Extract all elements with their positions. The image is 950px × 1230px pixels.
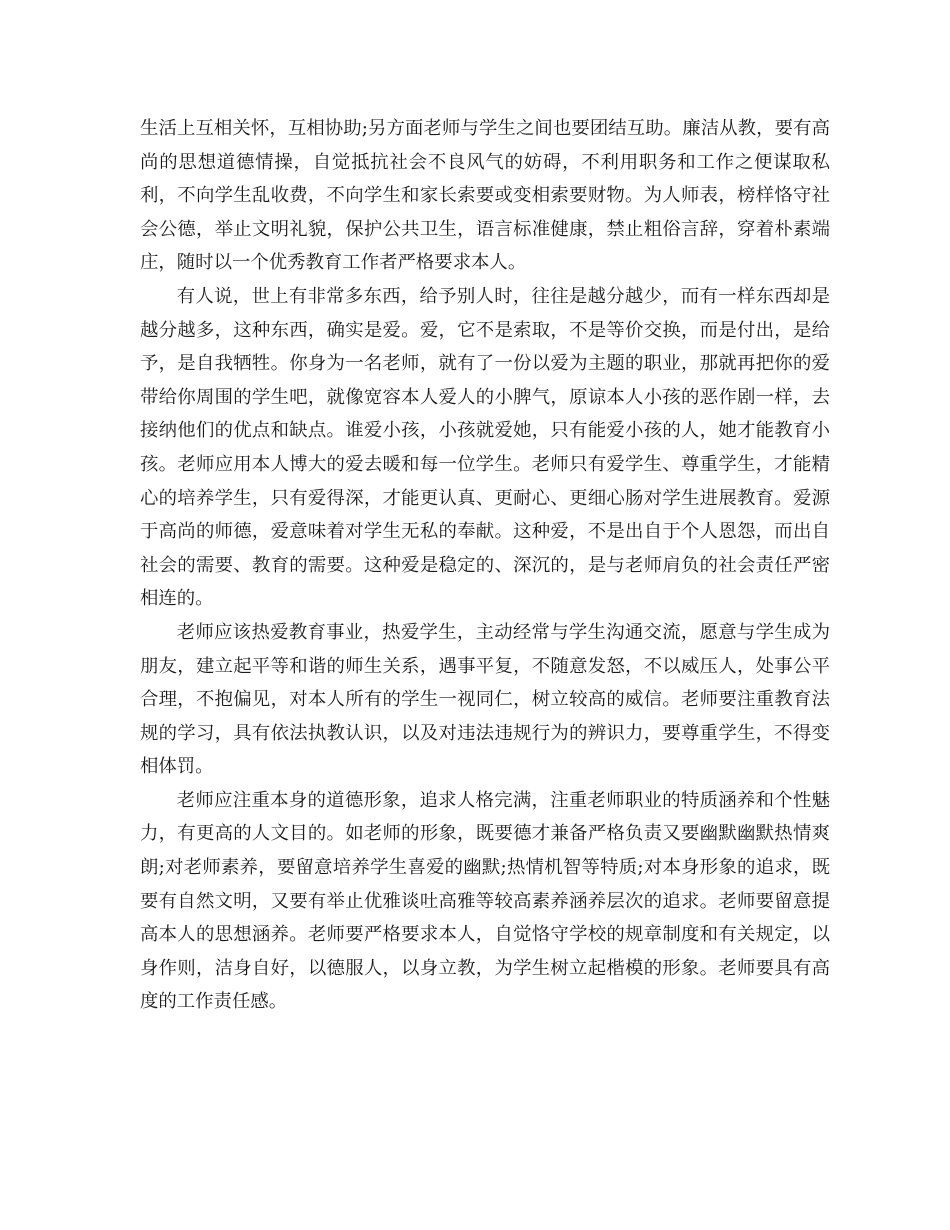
paragraph-4: 老师应注重本身的道德形象，追求人格完满，注重老师职业的特质涵养和个性魅力，有更高的人文目的。如老师的形象，既要德才兼备严格负责又要幽默幽默热情爽朗;对老师素养，要留意培养学生喜爱的幽默;热情机智等特质;对本身形象的追求，既要有自然文明，又要有举止优雅谈吐高雅等较高素养涵养层次的追求。老师要留意提高本人的思想涵养。老师要严格要求本人，自觉恪守学校的规章制度和有关规定，以身作则，洁身自好，以德服人，以身立教，为学生树立起楷模的形象。老师要具有高度的工作责任感。 <box>140 789 830 1013</box>
paragraph-3: 老师应该热爱教育事业，热爱学生，主动经常与学生沟通交流，愿意与学生成为朋友，建立起平等和谐的师生关系，遇事平复，不随意发怒，不以威压人，处事公平合理，不抱偏见，对本人所有的学生一视同仁，树立较高的威信。老师要注重教育法规的学习，具有依法执教认识，以及对违法违规行为的辨识力，要尊重学生，不得变相体罚。 <box>140 621 830 778</box>
paragraph-2: 有人说，世上有非常多东西，给予别人时，往往是越分越少，而有一样东西却是越分越多，这种东西，确实是爱。爱，它不是索取，不是等价交换，而是付出，是给予，是自我牺牲。你身为一名老师，就有了一份以爱为主题的职业，那就再把你的爱带给你周围的学生吧，就像宽容本人爱人的小脾气，原谅本人小孩的恶作剧一样，去接纳他们的优点和缺点。谁爱小孩，小孩就爱她，只有能爱小孩的人，她才能教育小孩。老师应用本人博大的爱去暖和每一位学生。老师只有爱学生、尊重学生，才能精心的培养学生，只有爱得深，才能更认真、更耐心、更细心肠对学生进展教育。爱源于高尚的师德，爱意味着对学生无私的奉献。这种爱，不是出自于个人恩怨，而出自社会的需要、教育的需要。这种爱是稳定的、深沉的，是与老师肩负的社会责任严密相连的。 <box>140 285 830 610</box>
document-body <box>140 112 830 1019</box>
paragraph-1: 生活上互相关怀，互相协助;另方面老师与学生之间也要团结互助。廉洁从教，要有高尚的思想道德情操，自觉抵抗社会不良风气的妨碍，不利用职务和工作之便谋取私利，不向学生乱收费，不向学生和家长索要或变相索要财物。为人师表，榜样恪守社会公德，举止文明礼貌，保护公共卫生，语言标准健康，禁止粗俗言辞，穿着朴素端庄，随时以一个优秀教育工作者严格要求本人。 <box>140 118 830 274</box>
